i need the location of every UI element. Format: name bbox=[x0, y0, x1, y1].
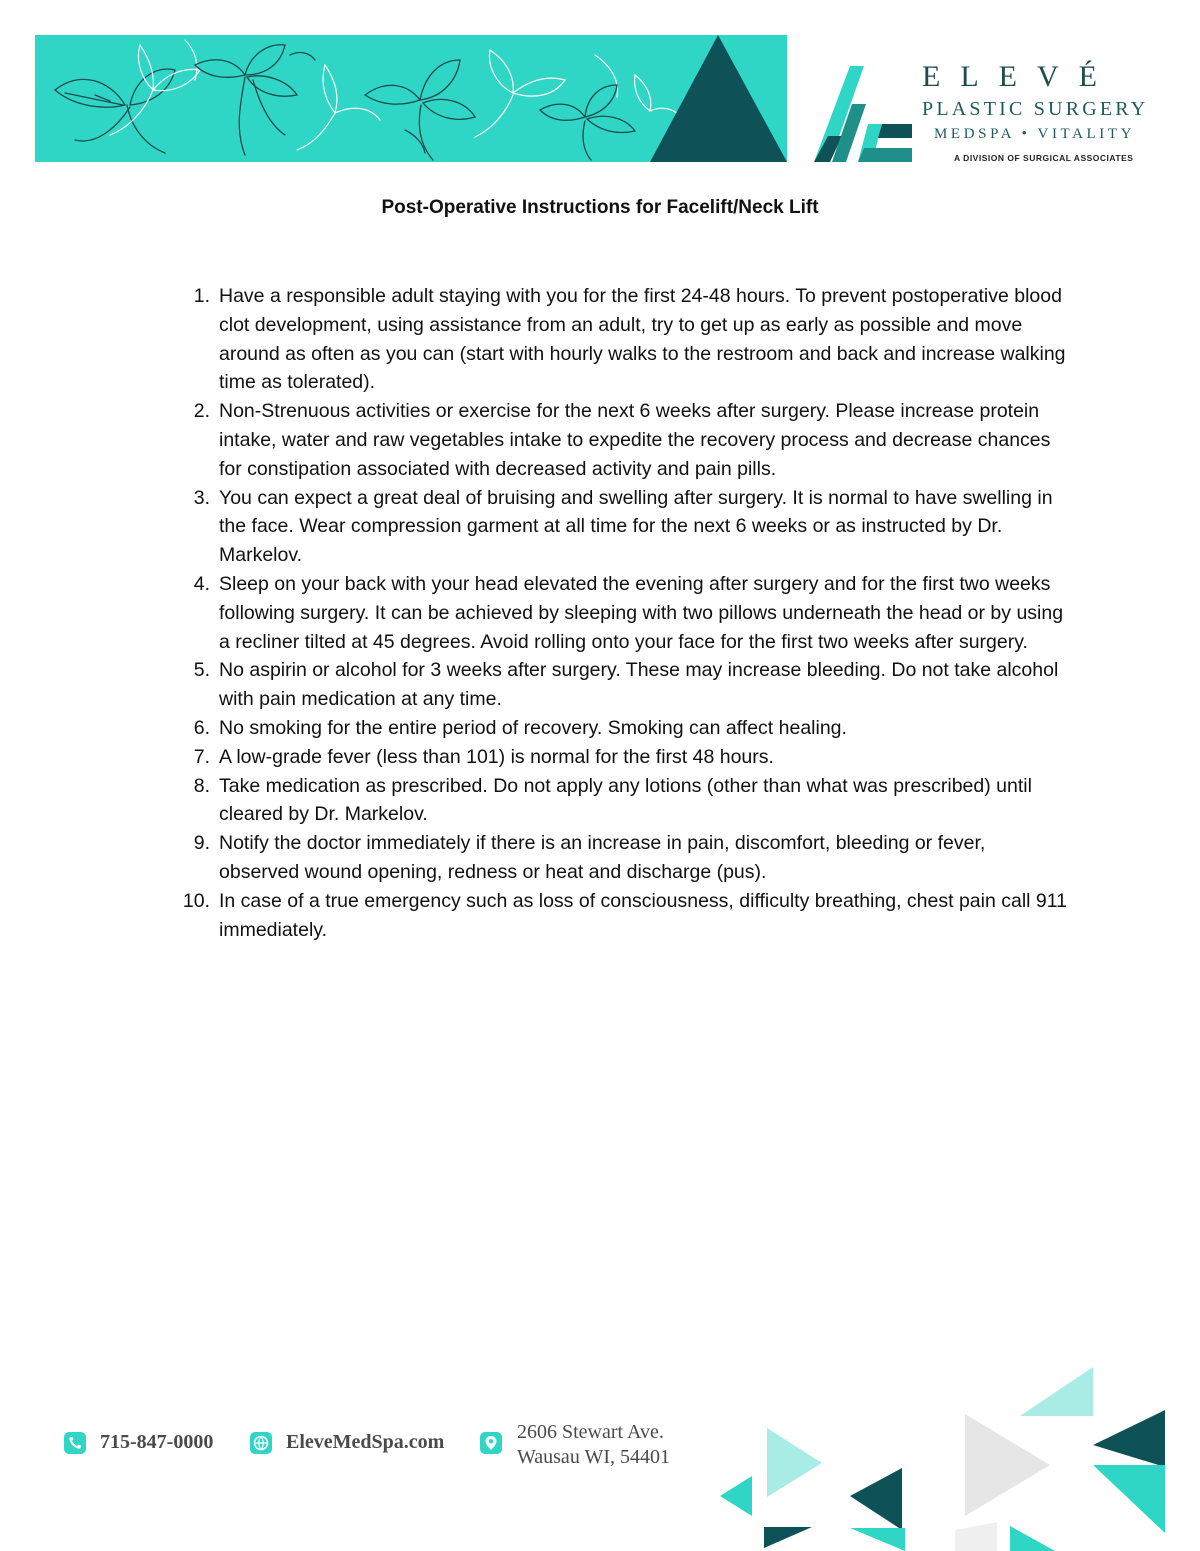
list-item-text: Take medication as prescribed. Do not apply any lotions (other than what was prescribed) until cleared by Dr. Markelov. bbox=[219, 774, 1032, 826]
decorative-triangles bbox=[700, 1330, 1170, 1551]
logo-tagline: MEDSPA • VITALITY bbox=[934, 126, 1136, 142]
list-item-number: 5. bbox=[193, 659, 210, 682]
logo-division: A DIVISION OF SURGICAL ASSOCIATES bbox=[954, 153, 1134, 163]
list-item bbox=[180, 772, 1070, 830]
address-street: 2606 Stewart Ave. bbox=[517, 1421, 664, 1443]
globe-icon bbox=[250, 1432, 272, 1454]
logo-mark-icon bbox=[812, 64, 917, 164]
floral-banner-art bbox=[35, 35, 787, 162]
address-city: Wausau WI, 54401 bbox=[517, 1446, 670, 1468]
footer-phone[interactable]: 715-847-0000 bbox=[100, 1431, 214, 1453]
company-logo bbox=[812, 60, 1152, 170]
footer-address bbox=[517, 1420, 670, 1470]
list-item bbox=[180, 570, 1070, 656]
list-item-text: Non-Strenuous activities or exercise for the next 6 weeks after surgery. Please increase protein intake, water and raw vegetables intake to expedite the recovery process and decrease chances for constipation associated with decreased activity and pain pills. bbox=[219, 400, 1051, 480]
list-item-number: 4. bbox=[193, 572, 210, 595]
list-item bbox=[180, 829, 1070, 887]
phone-icon bbox=[64, 1432, 86, 1454]
list-item-text: You can expect a great deal of bruising and swelling after surgery. It is normal to have swelling in the face. Wear compression garment at all time for the next 6 weeks or as instructed by Dr. Markelov. bbox=[219, 486, 1053, 567]
banner-triangle bbox=[650, 35, 787, 162]
list-item-number: 7. bbox=[193, 745, 210, 768]
list-item bbox=[180, 282, 1070, 397]
list-item-number: 1. bbox=[193, 285, 210, 307]
list-item-number: 2. bbox=[193, 400, 210, 423]
list-item bbox=[180, 397, 1070, 483]
list-item-number: 3. bbox=[193, 486, 210, 509]
list-item bbox=[180, 714, 1070, 743]
list-item-text: No aspirin or alcohol for 3 weeks after surgery. These may increase bleeding. Do not take alcohol with pain medication at any time. bbox=[219, 659, 1059, 711]
logo-brand-name: ELEVÉ bbox=[922, 60, 1117, 93]
list-item-text: Notify the doctor immediately if there is an increase in pain, discomfort, bleeding or fever, observed wound opening, redness or heat and discharge (pus). bbox=[219, 832, 986, 883]
document-title: Post-Operative Instructions for Facelift/Neck Lift bbox=[381, 197, 819, 218]
list-item bbox=[180, 656, 1070, 714]
list-item-number: 10. bbox=[182, 889, 210, 912]
footer-website[interactable]: EleveMedSpa.com bbox=[286, 1431, 445, 1453]
location-pin-icon bbox=[480, 1432, 502, 1454]
list-item-number: 6. bbox=[193, 716, 210, 739]
footer bbox=[0, 1400, 1200, 1551]
instructions-list bbox=[180, 282, 1070, 944]
list-item-number: 9. bbox=[193, 832, 210, 855]
list-item-text: A low-grade fever (less than 101) is normal for the first 48 hours. bbox=[219, 745, 774, 768]
list-item-text: No smoking for the entire period of recovery. Smoking can affect healing. bbox=[219, 716, 847, 739]
list-item-text: Sleep on your back with your head elevated the evening after surgery and for the first two weeks following surgery. It can be achieved by sleeping with two pillows underneath the head or by using a recliner tilted at 45 degrees. Avoid rolling onto your face for the first two weeks after surgery. bbox=[219, 572, 1064, 653]
list-item bbox=[180, 887, 1070, 945]
list-item-number: 8. bbox=[193, 774, 210, 797]
list-item-text: In case of a true emergency such as loss of consciousness, difficulty breathing, chest pain call 911 immediately. bbox=[219, 889, 1067, 941]
header-banner bbox=[35, 35, 787, 162]
logo-subtitle: PLASTIC SURGERY bbox=[922, 98, 1149, 120]
list-item bbox=[180, 484, 1070, 570]
list-item-text: Have a responsible adult staying with you for the first 24-48 hours. To prevent postoperative blood clot development, using assistance from an adult, try to get up as early as possible and move around as often as you can (start with hourly walks to the restroom and back and increase walking time as tolerated). bbox=[219, 285, 1066, 394]
list-item bbox=[180, 743, 1070, 772]
